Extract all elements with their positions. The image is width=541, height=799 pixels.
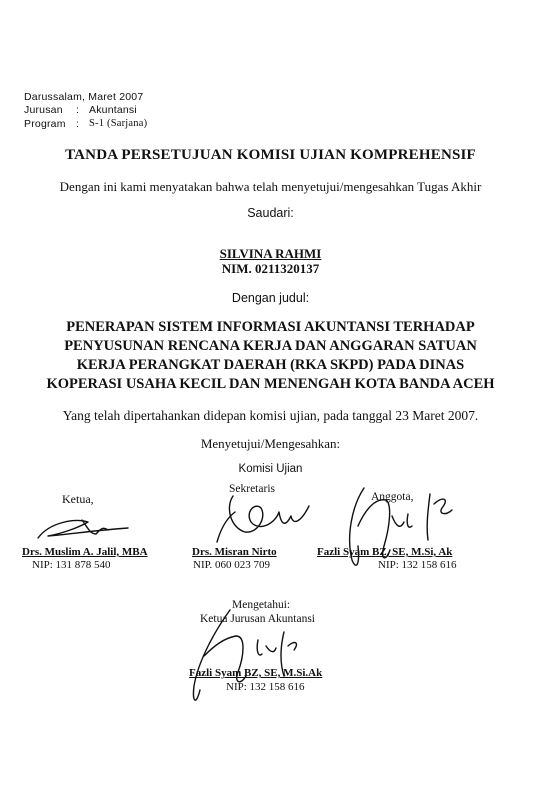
signatory-name: Fazli Syam BZ, SE, M.Si, Ak (317, 546, 453, 558)
student-nim: NIM. 0211320137 (221, 261, 320, 276)
signatory-name: Drs. Misran Nirto (192, 546, 277, 558)
intro-text: Dengan ini kami menyatakan bahwa telah menyetujui/mengesahkan Tugas Akhir (59, 179, 482, 194)
acknowledged-label: Mengetahui: (232, 599, 291, 611)
signatory-role: Ketua, (62, 492, 94, 506)
acknowledged-name: Fazli Syam BZ, SE, M.Si.Ak (189, 667, 323, 679)
defended-text: Yang telah dipertahankan didepan komisi ujian, pada tanggal 23 Maret 2007. (62, 408, 479, 423)
program-value: S-1 (Sarjana) (89, 118, 148, 129)
jurusan-separator: : (76, 104, 80, 116)
signatory-nip: NIP: 132 158 616 (378, 559, 457, 571)
signatory-role: Sekretaris (229, 483, 275, 495)
saudari-label: Saudari: (247, 206, 294, 220)
dengan-judul-label: Dengan judul: (231, 291, 310, 305)
signature-ketua-icon (30, 500, 140, 550)
program-label: Program (24, 118, 66, 130)
jurusan-value: Akuntansi (89, 104, 137, 116)
thesis-title-line: KERJA PERANGKAT DAERAH (RKA SKPD) PADA DINAS (76, 357, 465, 373)
thesis-title (0, 318, 541, 394)
approved-label: Menyetujui/Mengesahkan: (200, 436, 341, 451)
committee-label: Komisi Ujian (238, 463, 303, 475)
signature-sekretaris-icon (205, 488, 325, 548)
signatory-name: Drs. Muslim A. Jalil, MBA (22, 546, 148, 558)
thesis-title-line: KOPERASI USAHA KECIL DAN MENENGAH KOTA BANDA ACEH (46, 376, 495, 392)
thesis-title-line: PENYUSUNAN RENCANA KERJA DAN ANGGARAN SATUAN (64, 338, 477, 354)
signatory-role: Anggota, (371, 491, 414, 503)
signatory-nip: NIP. 060 023 709 (193, 559, 271, 571)
place-date: Darussalam, Maret 2007 (24, 91, 144, 103)
program-separator: : (76, 118, 80, 130)
jurusan-label: Jurusan (24, 104, 63, 116)
document-title: TANDA PERSETUJUAN KOMISI UJIAN KOMPREHENSIF (65, 147, 476, 163)
acknowledged-nip: NIP: 132 158 616 (226, 681, 305, 693)
acknowledged-role: Ketua Jurusan Akuntansi (200, 613, 315, 625)
student-name: SILVINA RAHMI (219, 246, 322, 261)
signatory-nip: NIP: 131 878 540 (32, 559, 111, 571)
thesis-title-line: PENERAPAN SISTEM INFORMASI AKUNTANSI TERHADAP (66, 319, 475, 335)
